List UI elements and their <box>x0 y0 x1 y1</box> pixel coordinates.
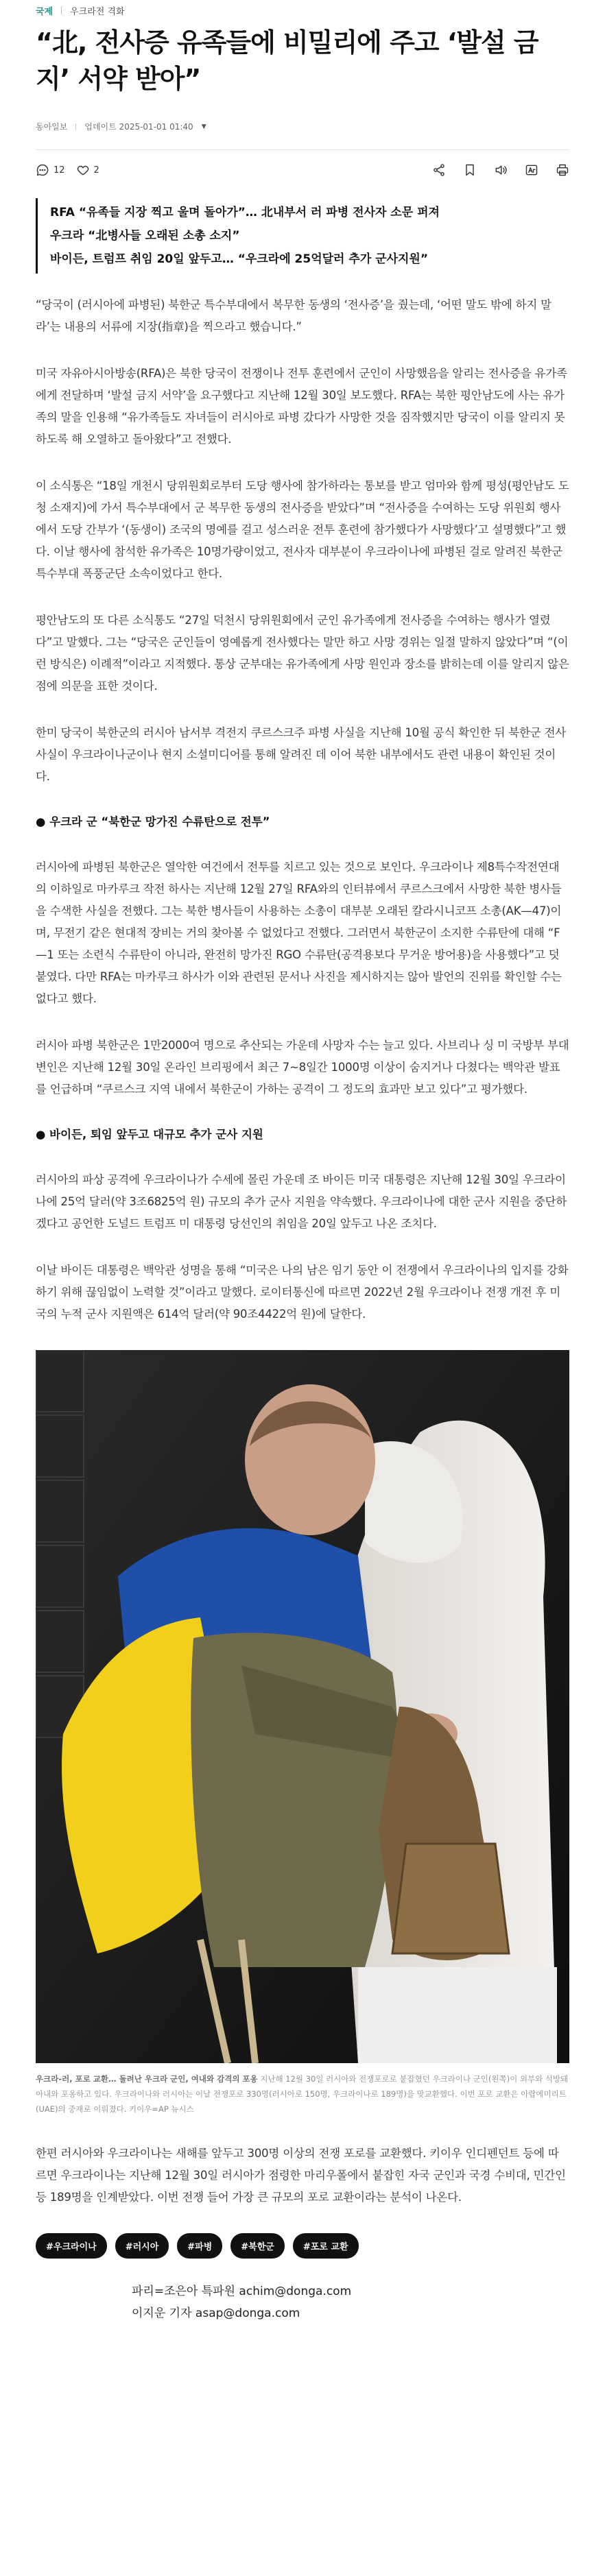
article-summary <box>36 198 569 274</box>
byline <box>36 2280 569 2324</box>
body-paragraph: “당국이 (러시아에 파병된) 북한군 특수부대에서 복무한 동생의 ‘전사증’을 줬는데, ‘어떤 말도 밖에 하지 말라’는 내용의 서류에 지장(指章)을 찍으라고 했습니다.” <box>36 298 551 333</box>
font-size-icon[interactable] <box>525 163 538 177</box>
tag-chip[interactable]: #북한군 <box>230 2233 285 2259</box>
byline-author[interactable]: 이지운 기자 asap@donga.com <box>132 2307 300 2320</box>
tag-chip[interactable]: #러시아 <box>115 2233 169 2259</box>
tag-list <box>36 2233 569 2259</box>
like-button[interactable] <box>76 163 99 177</box>
summary-line: 우크라 “北병사들 오래된 소총 소지” <box>50 229 240 243</box>
tag-chip[interactable]: #우크라이나 <box>36 2233 107 2259</box>
section-heading: ● 바이든, 퇴임 앞두고 대규모 추가 군사 지원 <box>36 1128 263 1141</box>
caption-title: 우크라-러, 포로 교환… 돌려난 우크라 군인, 여내와 감격의 포옹 <box>36 2074 258 2084</box>
breadcrumb-divider <box>61 7 62 14</box>
comment-icon <box>36 163 49 177</box>
body-paragraph: 평안남도의 또 다른 소식통도 “27일 덕천시 당위원회에서 군인 유가족에게 전사증을 수여하는 행사가 열렸다”고 말했다. 그는 “당국은 군인들이 영예롭게 전사했다는 말만 하고 사망 경위는 일절 말하지 않았다”며 “(이런 방식은) 이례적”이라고 지적했다. 통상 군부대는 유가족에게 사망 원인과 장소를 밝히는데 이를 알리지 않은 점에 의문을 표한 것이다. <box>36 614 569 693</box>
body-paragraph: 이날 바이든 대통령은 백악관 성명을 통해 “미국은 나의 남은 임기 동안 이 전쟁에서 우크라이나의 입지를 강화하기 위해 끊임없이 노력할 것”이라고 말했다. 로이터통신에 따르면 2022년 2월 우크라이나 전쟁 개전 후 미국의 누적 군사 지원액은 614억 달러(약 90조4422억 원)에 달한다. <box>36 1264 569 1321</box>
meta-divider <box>75 123 76 130</box>
article-photo[interactable] <box>36 1350 569 2063</box>
article-body <box>36 294 569 2208</box>
comment-button[interactable] <box>36 163 65 177</box>
breadcrumb-section-link[interactable]: 국제 <box>36 6 54 17</box>
article-toolbar <box>36 162 569 178</box>
body-paragraph: 러시아에 파병된 북한군은 열악한 여건에서 전투를 치르고 있는 것으로 보인다. 우크라이나 제8특수작전연대의 이하일로 마카루크 작전 하사는 지난해 12월 27일 RFA와의 인터뷰에서 쿠르스크에서 사망한 북한 병사들을 수색한 사실을 전했다. 그는 북한 병사들이 사용하는 소총이 대부분 오래된 칼라시니코프 소총(AK—47)이며, 무전기 같은 현대적 장비는 거의 찾아볼 수 없었다고 전했다. 그러면서 북한군이 소지한 수류탄에 대해 “F—1 또는 소련식 수류탄이 아니라, 완전히 망가진 RGO 수류탄(공격용보다 무거운 방어용)을 사용했다”고 덧붙였다. 다만 RFA는 마카루크 하사가 이와 관련된 문서나 사진을 제시하지는 않아 발언의 진위를 확인할 수는 없다고 했다. <box>36 860 562 1005</box>
summary-line: RFA “유족들 지장 찍고 울며 돌아가”… 北내부서 러 파병 전사자 소문 퍼져 <box>50 206 440 219</box>
article-meta <box>36 121 569 132</box>
comment-count: 12 <box>54 165 65 176</box>
source-name[interactable]: 동아일보 <box>36 122 68 132</box>
photo-caption <box>36 2071 569 2117</box>
summary-line: 바이든, 트럼프 취임 20일 앞두고… “우크라에 25억달러 추가 군사지원” <box>50 252 429 266</box>
share-icon[interactable] <box>432 163 446 177</box>
meta-divider-line <box>36 149 569 150</box>
audio-icon[interactable] <box>494 163 508 177</box>
article-title: “北, 전사증 유족들에 비밀리에 주고 ‘발설 금지’ 서약 받아” <box>36 27 538 94</box>
tag-chip[interactable]: #파병 <box>177 2233 222 2259</box>
body-paragraph: 러시아의 파상 공격에 우크라이나가 수세에 몰린 가운데 조 바이든 미국 대통령은 지난해 12월 30일 우크라이나에 25억 달러(약 3조6825억 원) 규모의 추가 군사 지원을 약속했다. 우크라이나에 대한 군사 지원을 중단하겠다고 공언한 도널드 트럼프 미 대통령 당선인의 취임을 20일 앞두고 나온 조치다. <box>36 1173 567 1230</box>
body-paragraph: 이 소식통은 “18일 개천시 당위원회로부터 도당 행사에 참가하라는 통보를 받고 엄마와 함께 평성(평안남도 도청 소재지)에 가서 특수부대에서 군 복무한 동생의 전사증을 받았다”며 “전사증을 수여하는 도당 위원회 행사에서 도당 간부가 ‘(동생이) 조국의 명예를 걸고 성스러운 전투 훈련에 참가했다가 사망했다’고 설명했다”고 했다. 이날 행사에 참석한 유가족은 10명가량이었고, 전사자 대부분이 우크라이나에 파병된 걸로 알려진 북한군 특수부대 폭풍군단 소속이었다고 한다. <box>36 479 569 580</box>
print-icon[interactable] <box>556 163 569 177</box>
body-paragraph: 미국 자유아시아방송(RFA)은 북한 당국이 전쟁이나 전투 훈련에서 군인이 사망했음을 알리는 전사증을 유가족에게 전달하며 ‘발설 금지 서약’을 요구했다고 지난해 12월 30일 보도했다. RFA는 북한 평안남도에 사는 유가족의 말을 인용해 “유가족들도 자녀들이 러시아로 파병 갔다가 사망한 것을 짐작했지만 당국이 이를 알리지 못하도록 해 오열하고 돌아왔다”고 전했다. <box>36 367 567 446</box>
section-heading: ● 우크라 군 “북한군 망가진 수류탄으로 전투” <box>36 815 270 828</box>
like-count: 2 <box>93 165 99 176</box>
breadcrumb-subsection-link[interactable]: 우크라전 격화 <box>70 6 125 17</box>
body-paragraph: 한편 러시아와 우크라이나는 새해를 앞두고 300명 이상의 전쟁 포로를 교환했다. 키이우 인디펜던트 등에 따르면 우크라이나는 지난해 12월 30일 러시아가 점령한 마리우폴에서 붙잡힌 자국 군인과 국경 수비대, 민간인 등 189명을 인계받았다. 이번 전쟁 들어 가장 큰 규모의 포로 교환이라는 분석이 나온다. <box>36 2147 566 2204</box>
body-paragraph: 한미 당국이 북한군의 러시아 남서부 격전지 쿠르스크주 파병 사실을 지난해 10월 공식 확인한 뒤 북한군 전사 사실이 우크라이나군이나 현지 소셜미디어를 통해 알려진 데 이어 북한 내부에서도 관련 내용이 확인된 것이다. <box>36 726 567 783</box>
updated-timestamp: 업데이트 2025-01-01 01:40 <box>84 122 193 132</box>
bookmark-icon[interactable] <box>463 163 477 177</box>
chevron-down-icon[interactable]: ▼ <box>201 123 206 130</box>
byline-author[interactable]: 파리=조은아 특파원 achim@donga.com <box>132 2285 352 2298</box>
tag-chip[interactable]: #포로 교환 <box>293 2233 359 2259</box>
heart-icon <box>76 163 90 177</box>
body-paragraph: 러시아 파병 북한군은 1만2000여 명으로 추산되는 가운데 사망자 수는 늘고 있다. 사브리나 싱 미 국방부 부대변인은 지난해 12월 30일 온라인 브리핑에서 최근 7~8일간 1000명 이상이 숨지거나 다쳤다는 백악관 발표를 언급하며 “쿠르스크 지역 내에서 북한군이 가하는 공격이 그 정도의 효과만 보고 있다”고 평가했다. <box>36 1039 569 1096</box>
caption-text: 지난해 12월 30일 러시아와 전쟁포로로 붙잡혔던 우크라이나 군인(왼쪽)이 외부와 석방돼 아내와 포옹하고 있다. 우크라이나와 러시아는 이날 전쟁포로 330명(러시아로 150명, 우크라이나로 189명)을 맞교환했다. 이번 포로 교환은 아랍에미리트(UAE)의 중재로 이뤄졌다. 키이우=AP 뉴시스 <box>36 2074 569 2114</box>
breadcrumb <box>36 0 569 16</box>
